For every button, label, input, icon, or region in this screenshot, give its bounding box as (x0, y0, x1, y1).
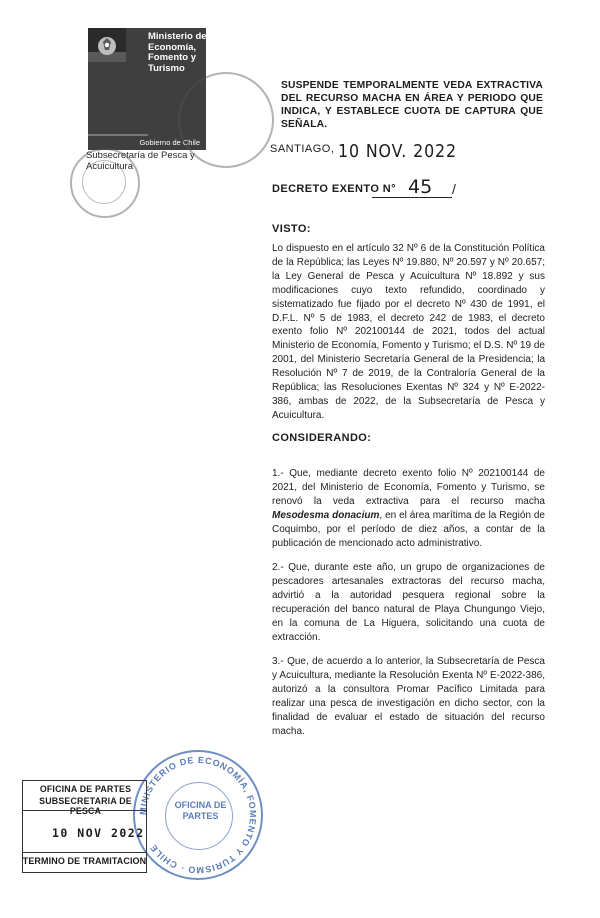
considerando-paragraph-1 (272, 467, 545, 550)
species-name: Mesodesma donacium (272, 509, 380, 521)
subsecretaria-label: Subsecretaría de Pesca y Acuicultura (86, 150, 195, 172)
ministry-line-2: Economía, (148, 41, 197, 53)
p1-text-before: 1.- Que, mediante decreto exento folio Nº 202100144 de 2021, del Ministerio de Economía, Fomento y Turismo, se renovó la veda extractiva para el recurso macha (272, 468, 545, 507)
ministry-line-1: Ministerio de (148, 31, 207, 42)
considerando-heading: CONSIDERANDO: (272, 432, 372, 444)
considerando-paragraph-3: 3.- Que, de acuerdo a lo anterior, la Subsecretaría de Pesca y Acuicultura, mediante la Resolución Exenta Nº E-2022-386, autorizó a la consultora Promar Pacífico Limitada para realizar una pesca de investigación en dicho sector, con la finalidad de evaluar el estado de situación del recurso macha. (272, 656, 545, 737)
partes-stamp-line-3: TERMINO DE TRAMITACION (22, 856, 147, 866)
partes-stamp-date: 10 NOV 2022 (52, 826, 145, 840)
document-title: SUSPENDE TEMPORALMENTE VEDA EXTRACTIVA DEL RECURSO MACHA EN ÁREA Y PERIODO QUE INDICA, Y ESTABLECE CUOTA DE CAPTURA QUE SEÑALA. (281, 80, 543, 130)
decree-number: 45 (408, 176, 433, 198)
ministry-line-3: Fomento y (148, 52, 197, 63)
ministry-name (148, 31, 207, 74)
city-label: SANTIAGO, (270, 143, 335, 155)
p1-text-after: , en el área marítima de la Región de Coquimbo, por el período de diez años, a contar de la publicación de mencionado acto administrativo. (272, 509, 545, 549)
partes-stamp-divider-top (22, 810, 147, 811)
partes-stamp-line-1: OFICINA DE PARTES (39, 784, 132, 794)
partes-stamp-divider-bottom (22, 852, 147, 853)
considerando-paragraph-2: 2.- Que, durante este año, un grupo de organizaciones de pescadores artesanales extractoras del recurso macha, advirtió a la autoridad pesquera regional sobre la recuperación del banco natural de Playa Chungungo Viejo, en la comuna de La Higuera, solicitando una cuota de extracción. (272, 562, 545, 643)
visto-heading: VISTO: (272, 223, 311, 235)
seal-stamp-left-inner (82, 160, 126, 204)
visto-paragraph: Lo dispuesto en el artículo 32 Nº 6 de la Constitución Política de la República; las Leyes Nº 19.880, Nº 20.597 y Nº 20.657; la Ley General de Pesca y Acuicultura Nº 18.892 y sus modificaciones cuyo texto refundido, coordinado y sistematizado fue fijado por el decreto Nº 430 de 1991, el D.F.L. Nº 5 de 1983, el decreto 242 de 1983, el decreto exento folio Nº 202100144 de 2021, todos del actual Ministerio de Economía, Fomento y Turismo; el D.S. Nº 19 de 2001, del Ministerio Secretaría General de la Presidencia; la Resolución Nº 7 de 2019, de la Contraloría General de la República; las Resoluciones Exentas Nº 324 y Nº E-2022-386, ambas de 2022, de la Subsecretaría de Pesca y Acuicultura. (272, 243, 545, 421)
partes-stamp-line-2: SUBSECRETARIA DE PESCA (39, 796, 132, 816)
coat-of-arms-icon (92, 34, 122, 58)
svg-text:MINISTERIO DE ECONOMÍA, FOMENT: MINISTERIO DE ECONOMÍA, FOMENTO Y TURISMO · CHILE (137, 754, 259, 876)
office-seal-center-text: OFICINA DE PARTES (174, 800, 227, 821)
decree-slash: / (452, 181, 456, 197)
ministry-line-4: Turismo (148, 62, 185, 74)
government-label: Gobierno de Chile (88, 136, 206, 150)
seal-stamp-right (178, 72, 274, 168)
decree-date-stamp: 10 NOV. 2022 (338, 141, 457, 162)
decree-label: DECRETO EXENTO N° (272, 183, 396, 195)
